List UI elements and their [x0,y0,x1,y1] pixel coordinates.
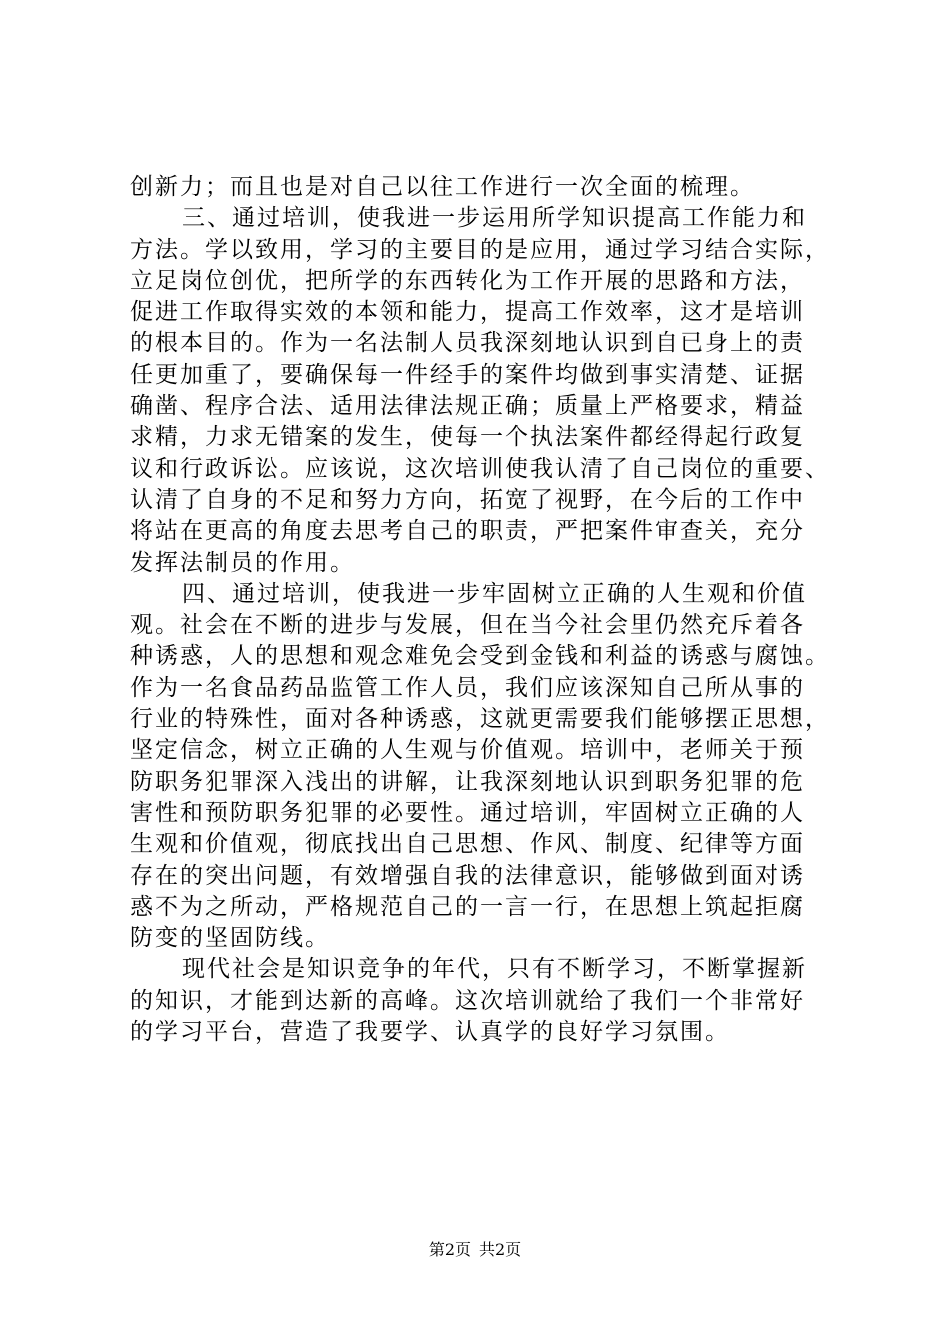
page-footer [0,1240,950,1260]
text-line: 种诱惑，人的思想和观念难免会受到金钱和利益的诱惑与腐蚀。 [130,643,830,670]
text-line: 生观和价值观，彻底找出自己思想、作风、制度、纪律等方面 [130,831,805,858]
text-line: 确凿、程序合法、适用法律法规正确；质量上严格要求，精益 [130,393,805,420]
document-body [130,172,830,1048]
paragraph-start-line: 四、通过培训，使我进一步牢固树立正确的人生观和价值 [182,580,807,607]
text-line: 任更加重了，要确保每一件经手的案件均做到事实清楚、证据 [130,361,805,388]
text-line: 促进工作取得实效的本领和能力，提高工作效率，这才是培训 [130,299,805,326]
text-line: 将站在更高的角度去思考自己的职责，严把案件审查关，充分 [130,518,805,545]
page-number-total: 共2页 [479,1240,522,1259]
text-line: 害性和预防职务犯罪的必要性。通过培训，牢固树立正确的人 [130,799,805,826]
text-line: 的学习平台，营造了我要学、认真学的良好学习氛围。 [130,1019,730,1046]
text-line: 存在的突出问题，有效增强自我的法律意识，能够做到面对诱 [130,862,805,889]
text-line: 观。社会在不断的进步与发展，但在当今社会里仍然充斥着各 [130,612,805,639]
paragraph-start-line: 现代社会是知识竞争的年代，只有不断学习，不断掌握新 [182,956,807,983]
text-line: 创新力；而且也是对自己以往工作进行一次全面的梳理。 [130,174,755,200]
text-line: 的根本目的。作为一名法制人员我深刻地认识到自已身上的责 [130,330,805,357]
text-line: 防职务犯罪深入浅出的讲解，让我深刻地认识到职务犯罪的危 [130,768,805,795]
text-line: 作为一名食品药品监管工作人员，我们应该深知自己所从事的 [130,674,805,701]
text-line: 求精，力求无错案的发生，使每一个执法案件都经得起行政复 [130,424,805,451]
text-line: 惑不为之所动，严格规范自己的一言一行，在思想上筑起拒腐 [130,893,805,920]
text-line: 的知识，才能到达新的高峰。这次培训就给了我们一个非常好 [130,987,805,1014]
text-line: 议和行政诉讼。应该说，这次培训使我认清了自己岗位的重要、 [130,455,830,482]
text-line: 方法。学以致用，学习的主要目的是应用，通过学习结合实际， [130,236,830,263]
paragraph-start-line: 三、通过培训，使我进一步运用所学知识提高工作能力和 [182,205,807,232]
text-line: 防变的坚固防线。 [130,925,330,952]
text-line: 发挥法制员的作用。 [130,549,355,576]
text-line: 立足岗位创优，把所学的东西转化为工作开展的思路和方法， [130,267,805,294]
text-line: 行业的特殊性，面对各种诱惑，这就更需要我们能够摆正思想， [130,706,830,733]
text-line: 认清了自身的不足和努力方向，拓宽了视野，在今后的工作中 [130,486,805,513]
text-line: 坚定信念，树立正确的人生观与价值观。培训中，老师关于预 [130,737,805,764]
page-number-current: 第2页 [428,1240,471,1259]
